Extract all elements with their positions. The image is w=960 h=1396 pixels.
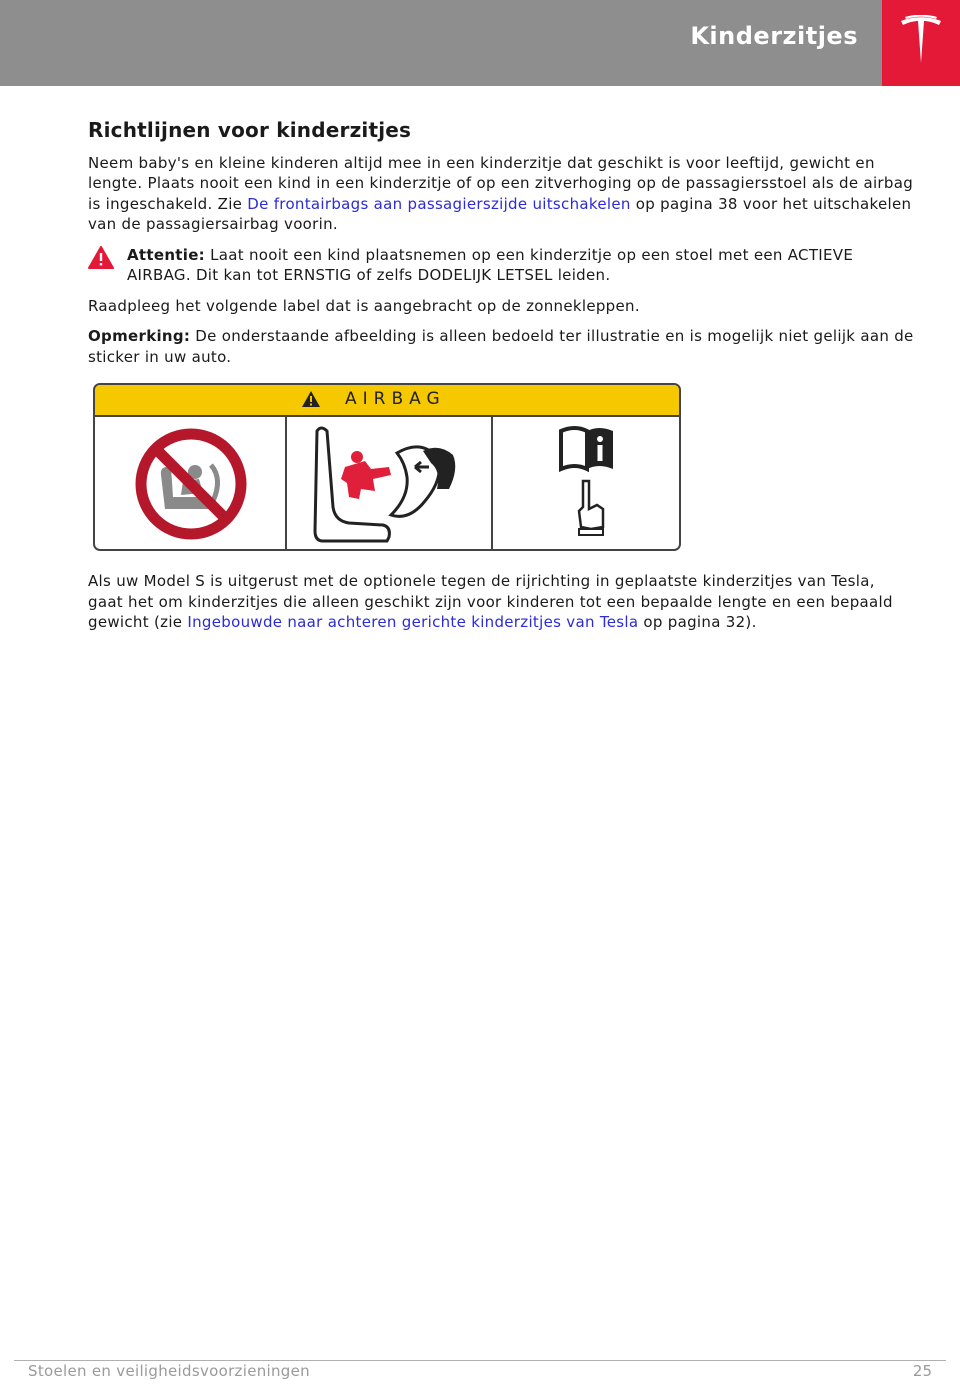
note-text: De onderstaande afbeelding is alleen bedoeld ter illustratie en is mogelijk niet gelijk aan de sticker in uw auto.: [88, 327, 914, 366]
page-header: [0, 0, 960, 86]
airbag-label-title: AIRBAG: [345, 389, 446, 409]
airbag-warning-label: [93, 383, 681, 551]
child-seat-paragraph: [88, 571, 914, 633]
read-manual-cell: [493, 417, 681, 551]
label-intro-paragraph: Raadpleeg het volgende label dat is aangebracht op de zonnekleppen.: [88, 296, 640, 315]
warning-icon: [88, 246, 114, 269]
no-child-seat-icon: [95, 417, 285, 551]
footer-section-name: Stoelen en veiligheidsvoorzieningen: [28, 1362, 310, 1380]
warning-block: [88, 245, 914, 286]
header-title: Kinderzitjes: [690, 22, 858, 50]
intro-text-b: op pagina 38 voor het uitschakelen van de passagiersairbag voorin.: [88, 194, 912, 233]
airbag-label-header: [95, 385, 679, 417]
note-paragraph: [88, 326, 914, 367]
airbag-impact-cell: [287, 417, 493, 551]
note-label: Opmerking:: [88, 327, 191, 345]
child-seat-text-b: op pagina 32).: [638, 613, 757, 631]
main-content: [88, 120, 914, 643]
warning-text: Laat nooit een kind plaatsnemen op een kinderzitje op een stoel met een ACTIEVE AIRBAG. Dit kan tot ERNSTIG of zelfs DODELIJK LETSEL leiden.: [127, 245, 854, 284]
intro-paragraph: [88, 153, 914, 235]
tesla-logo: [882, 0, 960, 86]
footer-divider: [14, 1360, 946, 1361]
tesla-logo-icon: [899, 15, 943, 67]
no-child-seat-cell: [95, 417, 287, 551]
airbag-impact-icon: [287, 417, 491, 551]
link-disable-airbag[interactable]: De frontairbags aan passagierszijde uitschakelen: [247, 194, 631, 213]
intro-text-a: Neem baby's en kleine kinderen altijd mee in een kinderzitje dat geschikt is voor leeftijd, gewicht en lengte. Plaats nooit een kind in een kinderzitje of op een zitverhoging op de passagiersstoel als de airbag is ingeschakeld. Zie: [88, 153, 914, 213]
read-manual-icon: [493, 417, 681, 551]
footer-page-number: 25: [912, 1362, 932, 1380]
section-heading: Richtlijnen voor kinderzitjes: [88, 118, 412, 142]
link-built-in-child-seats[interactable]: Ingebouwde naar achteren gerichte kinderzitjes van Tesla: [187, 613, 639, 631]
airbag-warning-icon: [301, 390, 321, 408]
warning-label: Attentie:: [127, 245, 205, 264]
child-seat-text-a: Als uw Model S is uitgerust met de optionele tegen de rijrichting in geplaatste kinderzitjes van Tesla, gaat het om kinderzitjes die alleen geschikt zijn voor kinderen tot een bepaalde lengte en een bepaald gewicht (zie: [88, 572, 893, 631]
